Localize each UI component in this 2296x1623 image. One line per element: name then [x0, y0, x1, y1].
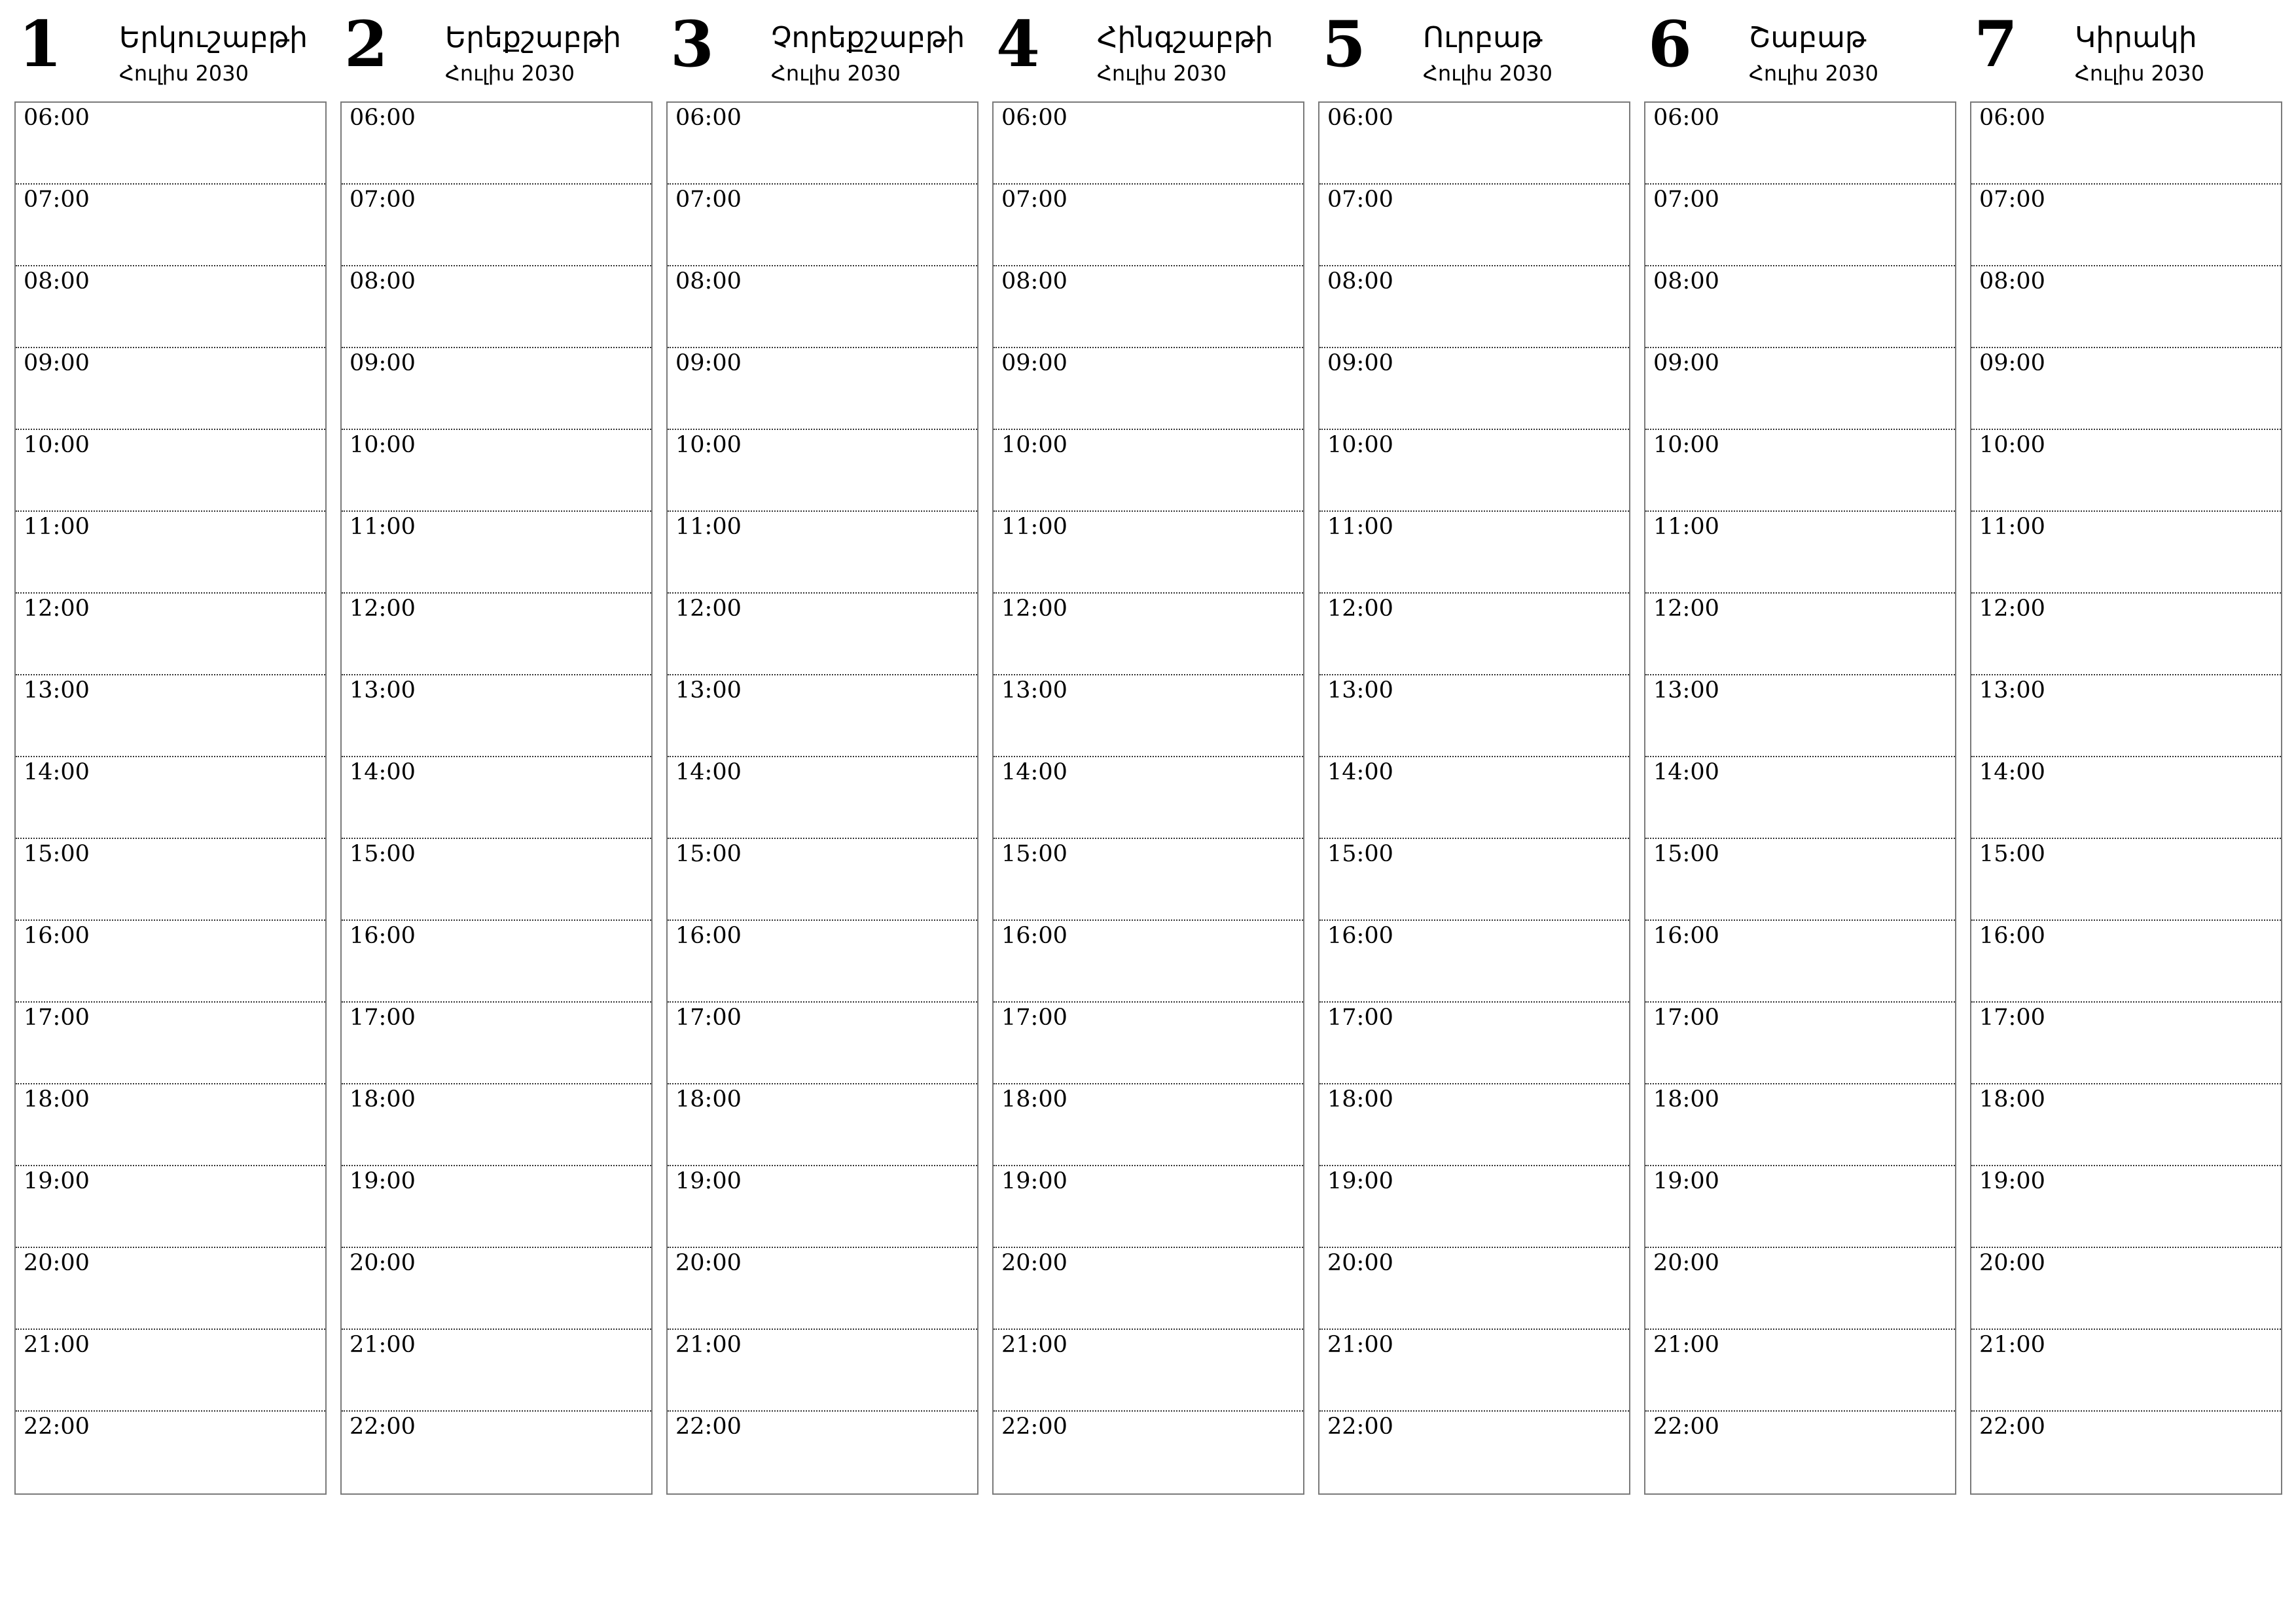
time-slot[interactable]: [16, 757, 325, 839]
time-slot[interactable]: [1319, 1166, 1629, 1248]
time-slot[interactable]: [1971, 1166, 2281, 1248]
time-slot[interactable]: [668, 512, 977, 594]
time-label: 22:00: [675, 1414, 742, 1440]
day-header: [340, 0, 653, 101]
time-label: 21:00: [350, 1332, 416, 1358]
time-slot[interactable]: [1319, 266, 1629, 348]
time-label: 20:00: [1327, 1250, 1393, 1276]
time-label: 20:00: [1653, 1250, 1719, 1276]
time-slot[interactable]: [1319, 1248, 1629, 1330]
time-label: 21:00: [1979, 1332, 2045, 1358]
time-label: 11:00: [1653, 514, 1719, 540]
time-label: 09:00: [1979, 350, 2045, 376]
time-label: 12:00: [24, 596, 90, 622]
time-slot[interactable]: [1971, 1330, 2281, 1412]
time-label: 10:00: [24, 432, 90, 458]
time-slot[interactable]: [994, 839, 1303, 921]
time-slot[interactable]: [668, 1166, 977, 1248]
time-slot[interactable]: [342, 103, 651, 185]
time-slot[interactable]: [16, 839, 325, 921]
time-label: 15:00: [675, 841, 742, 867]
time-slot[interactable]: [16, 1412, 325, 1493]
time-label: 14:00: [24, 759, 90, 785]
time-slot[interactable]: [342, 1248, 651, 1330]
time-slot[interactable]: [1971, 185, 2281, 266]
time-slot[interactable]: [342, 430, 651, 512]
time-slot[interactable]: [994, 594, 1303, 675]
time-slot[interactable]: [1319, 512, 1629, 594]
time-slot[interactable]: [16, 103, 325, 185]
time-label: 16:00: [350, 923, 416, 949]
time-slot[interactable]: [994, 1084, 1303, 1166]
day-schedule-box: [340, 101, 653, 1495]
time-slot[interactable]: [16, 675, 325, 757]
time-slot[interactable]: [342, 1084, 651, 1166]
day-schedule-box: [666, 101, 978, 1495]
time-label: 19:00: [1327, 1168, 1393, 1194]
time-slot[interactable]: [668, 921, 977, 1003]
time-slot[interactable]: [994, 185, 1303, 266]
time-label: 12:00: [350, 596, 416, 622]
time-label: 07:00: [1001, 187, 1067, 213]
time-slot[interactable]: [1645, 839, 1955, 921]
time-slot[interactable]: [1971, 266, 2281, 348]
time-label: 06:00: [1979, 105, 2045, 131]
time-label: 08:00: [1001, 268, 1067, 294]
time-label: 09:00: [1653, 350, 1719, 376]
day-header: [1318, 0, 1630, 101]
time-slot[interactable]: [1645, 675, 1955, 757]
time-label: 06:00: [350, 105, 416, 131]
time-slot[interactable]: [1319, 185, 1629, 266]
day-column: [340, 0, 653, 1440]
time-slot[interactable]: [16, 185, 325, 266]
time-label: 15:00: [1653, 841, 1719, 867]
day-schedule-box: [14, 101, 327, 1495]
time-slot[interactable]: [342, 185, 651, 266]
time-slot[interactable]: [1645, 348, 1955, 430]
time-slot[interactable]: [668, 675, 977, 757]
day-number: 1: [18, 7, 62, 81]
time-slot[interactable]: [1645, 1412, 1955, 1493]
time-label: 14:00: [1979, 759, 2045, 785]
time-label: 19:00: [24, 1168, 90, 1194]
time-label: 14:00: [675, 759, 742, 785]
time-slot[interactable]: [16, 1248, 325, 1330]
time-slot[interactable]: [16, 1003, 325, 1084]
time-slot[interactable]: [342, 1412, 651, 1493]
time-slot[interactable]: [342, 839, 651, 921]
time-label: 19:00: [1979, 1168, 2045, 1194]
time-label: 07:00: [350, 187, 416, 213]
day-column: [1970, 0, 2282, 1440]
time-slot[interactable]: [1645, 1084, 1955, 1166]
day-month-label: Հուլիս 2030: [1097, 61, 1227, 86]
time-slot[interactable]: [1319, 348, 1629, 430]
time-slot[interactable]: [1319, 839, 1629, 921]
time-slot[interactable]: [342, 1166, 651, 1248]
time-label: 22:00: [1001, 1414, 1067, 1440]
time-slot[interactable]: [1319, 1412, 1629, 1493]
time-slot[interactable]: [1971, 348, 2281, 430]
time-slot[interactable]: [668, 185, 977, 266]
time-label: 06:00: [1653, 105, 1719, 131]
time-label: 07:00: [1327, 187, 1393, 213]
time-label: 16:00: [1979, 923, 2045, 949]
time-slot[interactable]: [1645, 103, 1955, 185]
time-label: 12:00: [1653, 596, 1719, 622]
time-label: 21:00: [1653, 1332, 1719, 1358]
day-name: Չորեքշաբթի: [771, 21, 965, 54]
time-label: 15:00: [1327, 841, 1393, 867]
time-label: 14:00: [1327, 759, 1393, 785]
time-slot[interactable]: [994, 430, 1303, 512]
time-slot[interactable]: [1971, 757, 2281, 839]
time-label: 18:00: [1327, 1086, 1393, 1113]
time-label: 13:00: [24, 677, 90, 704]
time-label: 18:00: [24, 1086, 90, 1113]
time-label: 17:00: [675, 1005, 742, 1031]
time-slot[interactable]: [342, 921, 651, 1003]
time-label: 20:00: [675, 1250, 742, 1276]
day-number: 5: [1322, 7, 1366, 81]
time-label: 21:00: [24, 1332, 90, 1358]
time-label: 17:00: [1001, 1005, 1067, 1031]
time-label: 06:00: [1001, 105, 1067, 131]
time-slot[interactable]: [1319, 757, 1629, 839]
day-header: [1644, 0, 1956, 101]
day-number: 2: [344, 7, 388, 81]
time-label: 07:00: [1979, 187, 2045, 213]
time-label: 15:00: [1979, 841, 2045, 867]
time-slot[interactable]: [1971, 839, 2281, 921]
day-schedule-box: [1318, 101, 1630, 1495]
time-slot[interactable]: [994, 1248, 1303, 1330]
time-label: 19:00: [675, 1168, 742, 1194]
time-label: 10:00: [1327, 432, 1393, 458]
time-slot[interactable]: [342, 512, 651, 594]
time-label: 21:00: [1001, 1332, 1067, 1358]
time-label: 15:00: [24, 841, 90, 867]
time-slot[interactable]: [342, 348, 651, 430]
time-label: 08:00: [24, 268, 90, 294]
time-slot[interactable]: [1319, 430, 1629, 512]
weekly-planner: [14, 0, 2282, 1623]
time-slot[interactable]: [668, 839, 977, 921]
time-slot[interactable]: [1971, 430, 2281, 512]
time-label: 20:00: [350, 1250, 416, 1276]
time-slot[interactable]: [16, 348, 325, 430]
time-slot[interactable]: [1645, 512, 1955, 594]
day-name: Ուրբաթ: [1423, 21, 1543, 54]
time-label: 22:00: [350, 1414, 416, 1440]
time-label: 15:00: [350, 841, 416, 867]
time-slot[interactable]: [1971, 1084, 2281, 1166]
time-slot[interactable]: [16, 1330, 325, 1412]
time-label: 10:00: [1653, 432, 1719, 458]
time-label: 09:00: [24, 350, 90, 376]
time-label: 13:00: [1653, 677, 1719, 704]
time-slot[interactable]: [1971, 1248, 2281, 1330]
time-slot[interactable]: [1645, 1166, 1955, 1248]
time-slot[interactable]: [994, 348, 1303, 430]
time-slot[interactable]: [1319, 103, 1629, 185]
time-label: 16:00: [1653, 923, 1719, 949]
time-slot[interactable]: [1319, 675, 1629, 757]
day-header: [1970, 0, 2282, 101]
time-label: 11:00: [24, 514, 90, 540]
day-column: [1318, 0, 1630, 1440]
time-label: 17:00: [350, 1005, 416, 1031]
time-slot[interactable]: [1319, 1330, 1629, 1412]
time-slot[interactable]: [1645, 266, 1955, 348]
day-month-label: Հուլիս 2030: [2075, 61, 2204, 86]
time-slot[interactable]: [1971, 594, 2281, 675]
time-slot[interactable]: [994, 1003, 1303, 1084]
day-column: [666, 0, 978, 1440]
time-slot[interactable]: [668, 1330, 977, 1412]
time-label: 07:00: [675, 187, 742, 213]
time-slot[interactable]: [668, 348, 977, 430]
day-column: [1644, 0, 1956, 1440]
time-slot[interactable]: [1645, 921, 1955, 1003]
time-slot[interactable]: [1645, 430, 1955, 512]
time-label: 08:00: [1979, 268, 2045, 294]
time-slot[interactable]: [668, 430, 977, 512]
time-slot[interactable]: [994, 1166, 1303, 1248]
time-label: 14:00: [1653, 759, 1719, 785]
day-name: Երկուշաբթի: [119, 21, 308, 54]
time-label: 18:00: [675, 1086, 742, 1113]
time-label: 15:00: [1001, 841, 1067, 867]
time-label: 09:00: [675, 350, 742, 376]
time-slot[interactable]: [994, 266, 1303, 348]
time-label: 17:00: [1979, 1005, 2045, 1031]
time-slot[interactable]: [342, 757, 651, 839]
time-slot[interactable]: [16, 266, 325, 348]
time-label: 09:00: [350, 350, 416, 376]
time-slot[interactable]: [994, 1330, 1303, 1412]
time-label: 13:00: [1979, 677, 2045, 704]
day-month-label: Հուլիս 2030: [119, 61, 249, 86]
time-label: 22:00: [1653, 1414, 1719, 1440]
time-label: 20:00: [1979, 1250, 2045, 1276]
time-slot[interactable]: [16, 512, 325, 594]
time-label: 12:00: [1327, 596, 1393, 622]
time-slot[interactable]: [342, 594, 651, 675]
day-header: [992, 0, 1304, 101]
time-label: 18:00: [1653, 1086, 1719, 1113]
time-slot[interactable]: [1319, 1003, 1629, 1084]
day-number: 4: [996, 7, 1040, 81]
day-schedule-box: [1644, 101, 1956, 1495]
time-slot[interactable]: [668, 266, 977, 348]
time-slot[interactable]: [16, 430, 325, 512]
day-month-label: Հուլիս 2030: [445, 61, 575, 86]
day-column: [992, 0, 1304, 1440]
time-label: 07:00: [1653, 187, 1719, 213]
day-header: [666, 0, 978, 101]
time-label: 16:00: [675, 923, 742, 949]
time-label: 12:00: [1979, 596, 2045, 622]
day-name: Շաբաթ: [1749, 21, 1867, 54]
time-label: 10:00: [675, 432, 742, 458]
time-label: 16:00: [24, 923, 90, 949]
time-slot[interactable]: [1971, 675, 2281, 757]
time-slot[interactable]: [1645, 1003, 1955, 1084]
time-slot[interactable]: [1319, 921, 1629, 1003]
time-label: 19:00: [350, 1168, 416, 1194]
time-label: 17:00: [24, 1005, 90, 1031]
time-slot[interactable]: [342, 1330, 651, 1412]
time-slot[interactable]: [1971, 512, 2281, 594]
time-slot[interactable]: [994, 757, 1303, 839]
time-slot[interactable]: [994, 103, 1303, 185]
time-label: 22:00: [24, 1414, 90, 1440]
day-number: 6: [1648, 7, 1692, 81]
day-month-label: Հուլիս 2030: [771, 61, 901, 86]
time-slot[interactable]: [1971, 1412, 2281, 1493]
time-slot[interactable]: [1645, 1330, 1955, 1412]
time-label: 17:00: [1327, 1005, 1393, 1031]
time-label: 06:00: [1327, 105, 1393, 131]
time-label: 20:00: [24, 1250, 90, 1276]
time-slot[interactable]: [1971, 1003, 2281, 1084]
time-slot[interactable]: [1645, 757, 1955, 839]
time-slot[interactable]: [1645, 185, 1955, 266]
time-label: 17:00: [1653, 1005, 1719, 1031]
time-slot[interactable]: [1645, 594, 1955, 675]
time-label: 09:00: [1001, 350, 1067, 376]
time-label: 18:00: [1001, 1086, 1067, 1113]
time-label: 13:00: [350, 677, 416, 704]
time-slot[interactable]: [16, 921, 325, 1003]
time-slot[interactable]: [1319, 1084, 1629, 1166]
time-label: 13:00: [675, 677, 742, 704]
day-number: 3: [670, 7, 714, 81]
day-number: 7: [1974, 7, 2018, 81]
time-label: 10:00: [1001, 432, 1067, 458]
time-label: 12:00: [675, 596, 742, 622]
time-label: 06:00: [24, 105, 90, 131]
time-slot[interactable]: [1971, 921, 2281, 1003]
day-column: [14, 0, 327, 1440]
time-slot[interactable]: [1971, 103, 2281, 185]
day-name: Երեքշաբթի: [445, 21, 622, 54]
time-label: 20:00: [1001, 1250, 1067, 1276]
time-slot[interactable]: [994, 512, 1303, 594]
time-label: 09:00: [1327, 350, 1393, 376]
time-label: 22:00: [1979, 1414, 2045, 1440]
time-label: 12:00: [1001, 596, 1067, 622]
time-label: 10:00: [350, 432, 416, 458]
day-header: [14, 0, 327, 101]
day-name: Հինգշաբթի: [1097, 21, 1274, 54]
time-label: 08:00: [1653, 268, 1719, 294]
time-label: 11:00: [350, 514, 416, 540]
time-slot[interactable]: [342, 1003, 651, 1084]
time-label: 16:00: [1001, 923, 1067, 949]
day-schedule-box: [1970, 101, 2282, 1495]
time-label: 21:00: [675, 1332, 742, 1358]
time-label: 19:00: [1001, 1168, 1067, 1194]
time-label: 11:00: [675, 514, 742, 540]
time-slot[interactable]: [668, 103, 977, 185]
time-slot[interactable]: [668, 757, 977, 839]
time-slot[interactable]: [16, 594, 325, 675]
time-label: 11:00: [1327, 514, 1393, 540]
time-slot[interactable]: [668, 1084, 977, 1166]
time-slot[interactable]: [668, 1003, 977, 1084]
time-label: 07:00: [24, 187, 90, 213]
time-label: 08:00: [350, 268, 416, 294]
time-slot[interactable]: [994, 1412, 1303, 1493]
time-label: 11:00: [1979, 514, 2045, 540]
time-slot[interactable]: [668, 1248, 977, 1330]
time-label: 14:00: [1001, 759, 1067, 785]
day-month-label: Հուլիս 2030: [1749, 61, 1878, 86]
time-slot[interactable]: [342, 266, 651, 348]
time-label: 18:00: [1979, 1086, 2045, 1113]
time-slot[interactable]: [994, 921, 1303, 1003]
day-month-label: Հուլիս 2030: [1423, 61, 1552, 86]
time-label: 06:00: [675, 105, 742, 131]
time-slot[interactable]: [16, 1166, 325, 1248]
time-label: 13:00: [1327, 677, 1393, 704]
time-label: 10:00: [1979, 432, 2045, 458]
time-label: 22:00: [1327, 1414, 1393, 1440]
time-label: 13:00: [1001, 677, 1067, 704]
time-slot[interactable]: [1319, 594, 1629, 675]
time-slot[interactable]: [16, 1084, 325, 1166]
time-label: 08:00: [675, 268, 742, 294]
time-label: 18:00: [350, 1086, 416, 1113]
time-label: 08:00: [1327, 268, 1393, 294]
time-label: 14:00: [350, 759, 416, 785]
time-slot[interactable]: [1645, 1248, 1955, 1330]
time-label: 16:00: [1327, 923, 1393, 949]
time-label: 21:00: [1327, 1332, 1393, 1358]
time-label: 11:00: [1001, 514, 1067, 540]
time-slot[interactable]: [994, 675, 1303, 757]
time-slot[interactable]: [668, 594, 977, 675]
time-label: 19:00: [1653, 1168, 1719, 1194]
time-slot[interactable]: [342, 675, 651, 757]
time-slot[interactable]: [668, 1412, 977, 1493]
day-schedule-box: [992, 101, 1304, 1495]
day-name: Կիրակի: [2075, 21, 2197, 54]
